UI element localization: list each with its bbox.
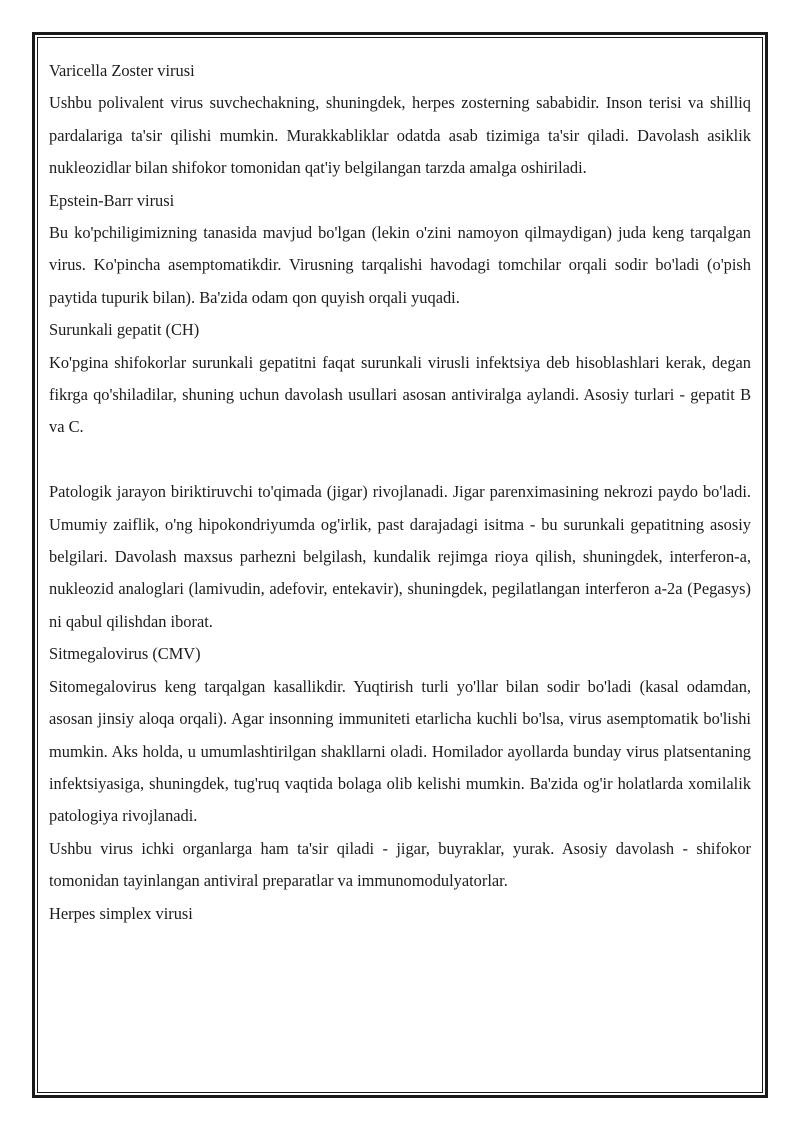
blank-line bbox=[49, 444, 751, 476]
paragraph-chronic-hepatitis-details: Patologik jarayon biriktiruvchi to'qimada (jigar) rivojlanadi. Jigar parenximasining nekrozi paydo bo'ladi. Umumiy zaiflik, o'ng hipokondriyumda og'irlik, past darajadagi isitma - bu surunkali gepatitning asosiy belgilari. Davolash maxsus parhezni belgilash, kundalik rejimga rioya qilish, shuningdek, interferon-a, nukleozid analoglari (lamivudin, adefovir, entekavir), shuningdek, pegilatlangan interferon a-2a (Pegasys) ni qabul qilishdan iborat. bbox=[49, 482, 751, 631]
page-frame bbox=[32, 32, 768, 1098]
section-heading-varicella: Varicella Zoster virusi bbox=[49, 61, 195, 80]
section-heading-cmv: Sitmegalovirus (CMV) bbox=[49, 644, 201, 664]
paragraph-cmv-treatment: Ushbu virus ichki organlarga ham ta'sir qiladi - jigar, buyraklar, yurak. Asosiy davolash - shifokor tomonidan tayinlangan antiviral preparatlar va immunomodulyatorlar. bbox=[49, 838, 751, 891]
paragraph-varicella: Ushbu polivalent virus suvchechakning, shuningdek, herpes zosterning sababidir. Inson terisi va shilliq pardalariga ta'sir qilishi mumkin. Murakkabliklar odatda asab tizimiga ta'sir qiladi. Davolash asiklik nukleozidlar bilan shifokor tomonidan qat'iy belgilangan tarzda amalga oshiriladi. bbox=[49, 93, 751, 178]
section-heading-chronic-hepatitis: Surunkali gepatit (CH) bbox=[49, 320, 200, 340]
paragraph-epstein-barr: Bu ko'pchiligimizning tanasida mavjud bo'lgan (lekin o'zini namoyon qilmaydigan) juda keng tarqalgan virus. Ko'pincha asemptomatikdir. Virusning tarqalishi havodagi tomchilar orqali sodir bo'ladi (o'pish paytida tupurik bilan). Ba'zida odam qon quyish orqali yuqadi. bbox=[49, 223, 751, 307]
section-heading-herpes-simplex: Herpes simplex virusi bbox=[49, 903, 193, 923]
document-body bbox=[49, 55, 751, 930]
paragraph-chronic-hepatitis-intro: Ko'pgina shifokorlar surunkali gepatitni faqat surunkali virusli infektsiya deb hisoblashlari kerak, degan fikrga qo'shiladilar, shuning uchun davolash usullari asosan antiviralga aylandi. Asosiy turlari - gepatit B va C. bbox=[49, 352, 751, 437]
paragraph-cmv-intro: Sitomegalovirus keng tarqalgan kasallikdir. Yuqtirish turli yo'llar bilan sodir bo'ladi (kasal odamdan, asosan jinsiy aloqa orqali). Agar insonning immuniteti etarlicha kuchli bo'lsa, virus asemptomatik bo'lishi mumkin. Aks holda, u umumlashtirilgan shakllarni oladi. Homilador ayollarda bunday virus platsentaning infektsiyasiga, shuningdek, tug'ruq vaqtida bolaga olib kelishi mumkin. Ba'zida og'ir holatlarda xomilalik patologiya rivojlanadi. bbox=[49, 676, 751, 826]
section-heading-epstein-barr: Epstein-Barr virusi bbox=[49, 190, 175, 210]
